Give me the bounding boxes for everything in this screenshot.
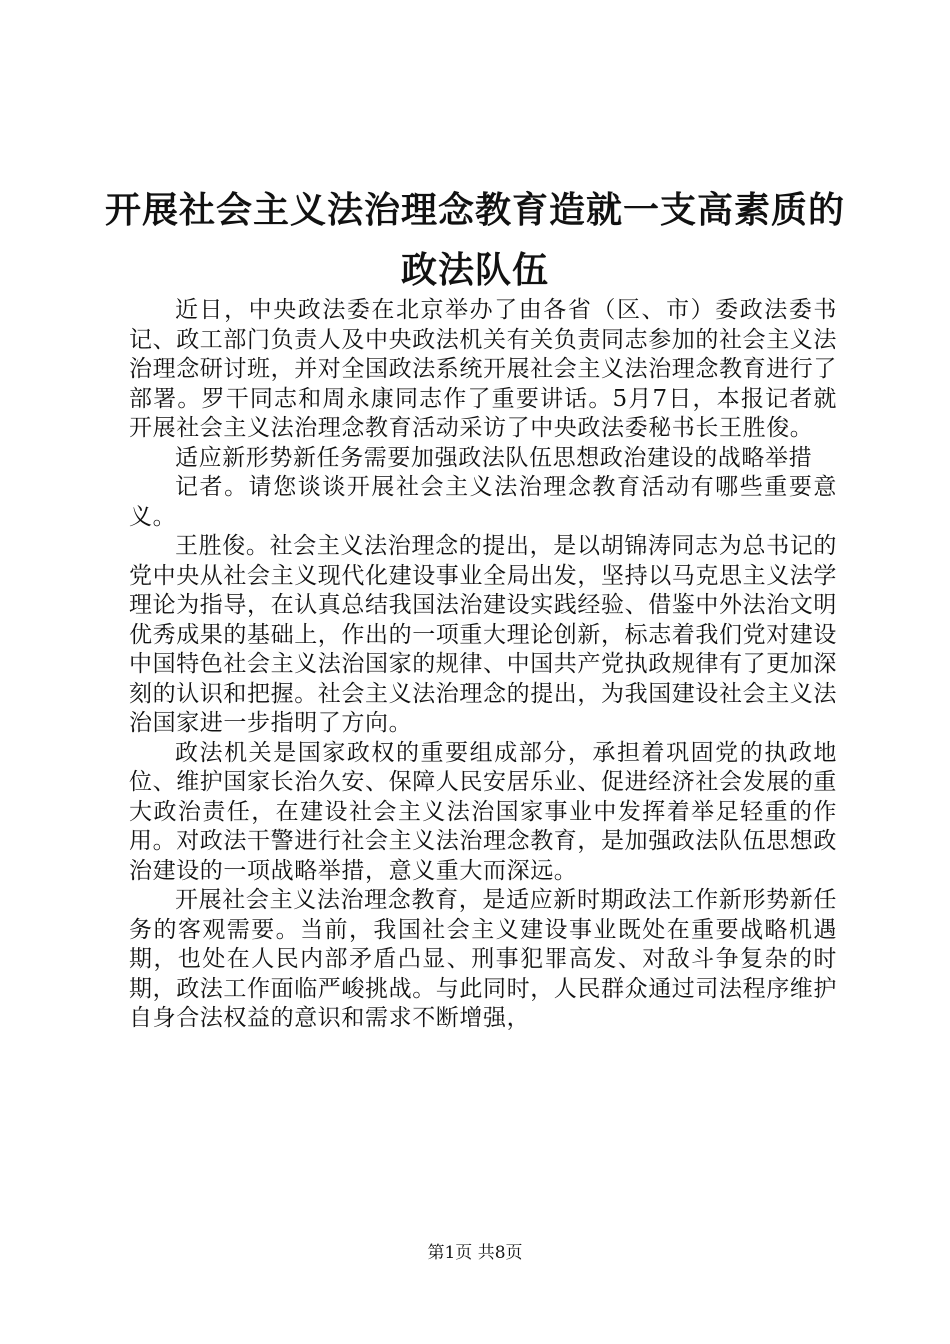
paragraph-question: 记者。请您谈谈开展社会主义法治理念教育活动有哪些重要意义。 <box>129 474 837 530</box>
page-number-footer: 第1页 共8页 <box>427 1243 523 1263</box>
paragraph-answer-3: 开展社会主义法治理念教育，是适应新时期政法工作新形势新任务的客观需要。当前，我国社会主义建设事业既处在重要战略机遇期，也处在人民内部矛盾凸显、刑事犯罪高发、对敌斗争复杂的时期，政法工作面临严峻挑战。与此同时，人民群众通过司法程序维护自身合法权益的意识和需求不断增强， <box>129 887 837 1031</box>
paragraph-answer-1: 王胜俊。社会主义法治理念的提出，是以胡锦涛同志为总书记的党中央从社会主义现代化建设事业全局出发，坚持以马克思主义法学理论为指导，在认真总结我国法治建设实践经验、借鉴中外法治文明优秀成果的基础上，作出的一项重大理论创新，标志着我们党对建设中国特色社会主义法治国家的规律、中国共产党执政规律有了更加深刻的认识和把握。社会主义法治理念的提出，为我国建设社会主义法治国家进一步指明了方向。 <box>129 533 837 736</box>
document-body <box>129 296 837 1034</box>
document-title-line-2: 政法队伍 <box>400 250 549 291</box>
paragraph-answer-2: 政法机关是国家政权的重要组成部分，承担着巩固党的执政地位、维护国家长治久安、保障人民安居乐业、促进经济社会发展的重大政治责任，在建设社会主义法治国家事业中发挥着举足轻重的作用。对政法干警进行社会主义法治理念教育，是加强政法队伍思想政治建设的一项战略举措，意义重大而深远。 <box>129 739 837 884</box>
document-title-line-1: 开展社会主义法治理念教育造就一支高素质的 <box>104 190 845 231</box>
paragraph-section-heading: 适应新形势新任务需要加强政法队伍思想政治建设的战略举措 <box>175 444 813 471</box>
paragraph-intro: 近日，中央政法委在北京举办了由各省（区、市）委政法委书记、政工部门负责人及中央政法机关有关负责同志参加的社会主义法治理念研讨班，并对全国政法系统开展社会主义法治理念教育进行了部署。罗干同志和周永康同志作了重要讲话。5月7日，本报记者就开展社会主义法治理念教育活动采访了中央政法委秘书长王胜俊。 <box>129 297 837 441</box>
